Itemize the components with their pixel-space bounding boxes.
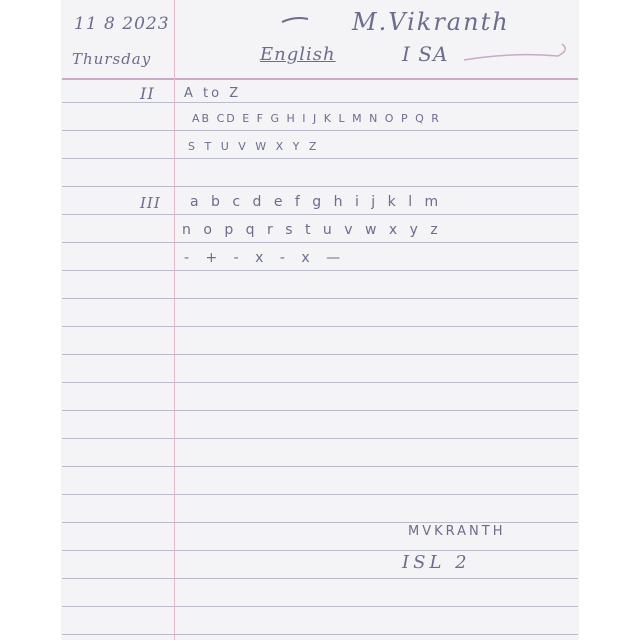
ruled-line xyxy=(62,550,578,551)
alphabet-lower-line-2: n o p q r s t u v w x y z xyxy=(182,222,442,238)
ruled-line xyxy=(62,158,578,159)
header-date: 11 8 2023 xyxy=(74,14,170,34)
header-rule xyxy=(62,78,578,80)
ruled-line xyxy=(62,326,578,327)
ruled-line xyxy=(62,522,578,523)
section-two-label: II xyxy=(140,84,155,103)
header-subject: English xyxy=(260,44,336,65)
ruled-line xyxy=(62,130,578,131)
ruled-line xyxy=(62,634,578,635)
ruled-line xyxy=(62,466,578,467)
ruled-line xyxy=(62,438,578,439)
student-name: M.Vikranth xyxy=(352,8,510,36)
signature-class: ISL 2 xyxy=(402,552,471,573)
dash-scribble xyxy=(280,14,310,26)
ruled-line xyxy=(62,410,578,411)
ruled-line xyxy=(62,186,578,187)
alphabet-lower-line-1: a b c d e f g h i j k l m xyxy=(190,194,443,210)
ruled-line xyxy=(62,298,578,299)
header-class: I SA xyxy=(402,42,449,66)
ruled-line xyxy=(62,354,578,355)
ruled-line xyxy=(62,270,578,271)
ruled-line xyxy=(62,242,578,243)
name-underline-scribble xyxy=(462,40,572,66)
ruled-line xyxy=(62,214,578,215)
alphabet-upper-line-2: S T U V W X Y Z xyxy=(188,140,320,153)
notebook-page xyxy=(62,0,578,640)
header-day: Thursday xyxy=(72,50,152,68)
section-two-heading: A to Z xyxy=(184,86,242,101)
ruled-line xyxy=(62,606,578,607)
ruled-line xyxy=(62,578,578,579)
signature-name: MVKRANTH xyxy=(408,524,506,539)
alphabet-upper-line-1: AB CD E F G H I J K L M N O P Q R xyxy=(192,112,441,125)
ruled-line xyxy=(62,382,578,383)
margin-line xyxy=(174,0,175,640)
section-three-label: III xyxy=(140,194,161,212)
symbols-line: - + - x - x — xyxy=(184,250,347,266)
ruled-line xyxy=(62,494,578,495)
